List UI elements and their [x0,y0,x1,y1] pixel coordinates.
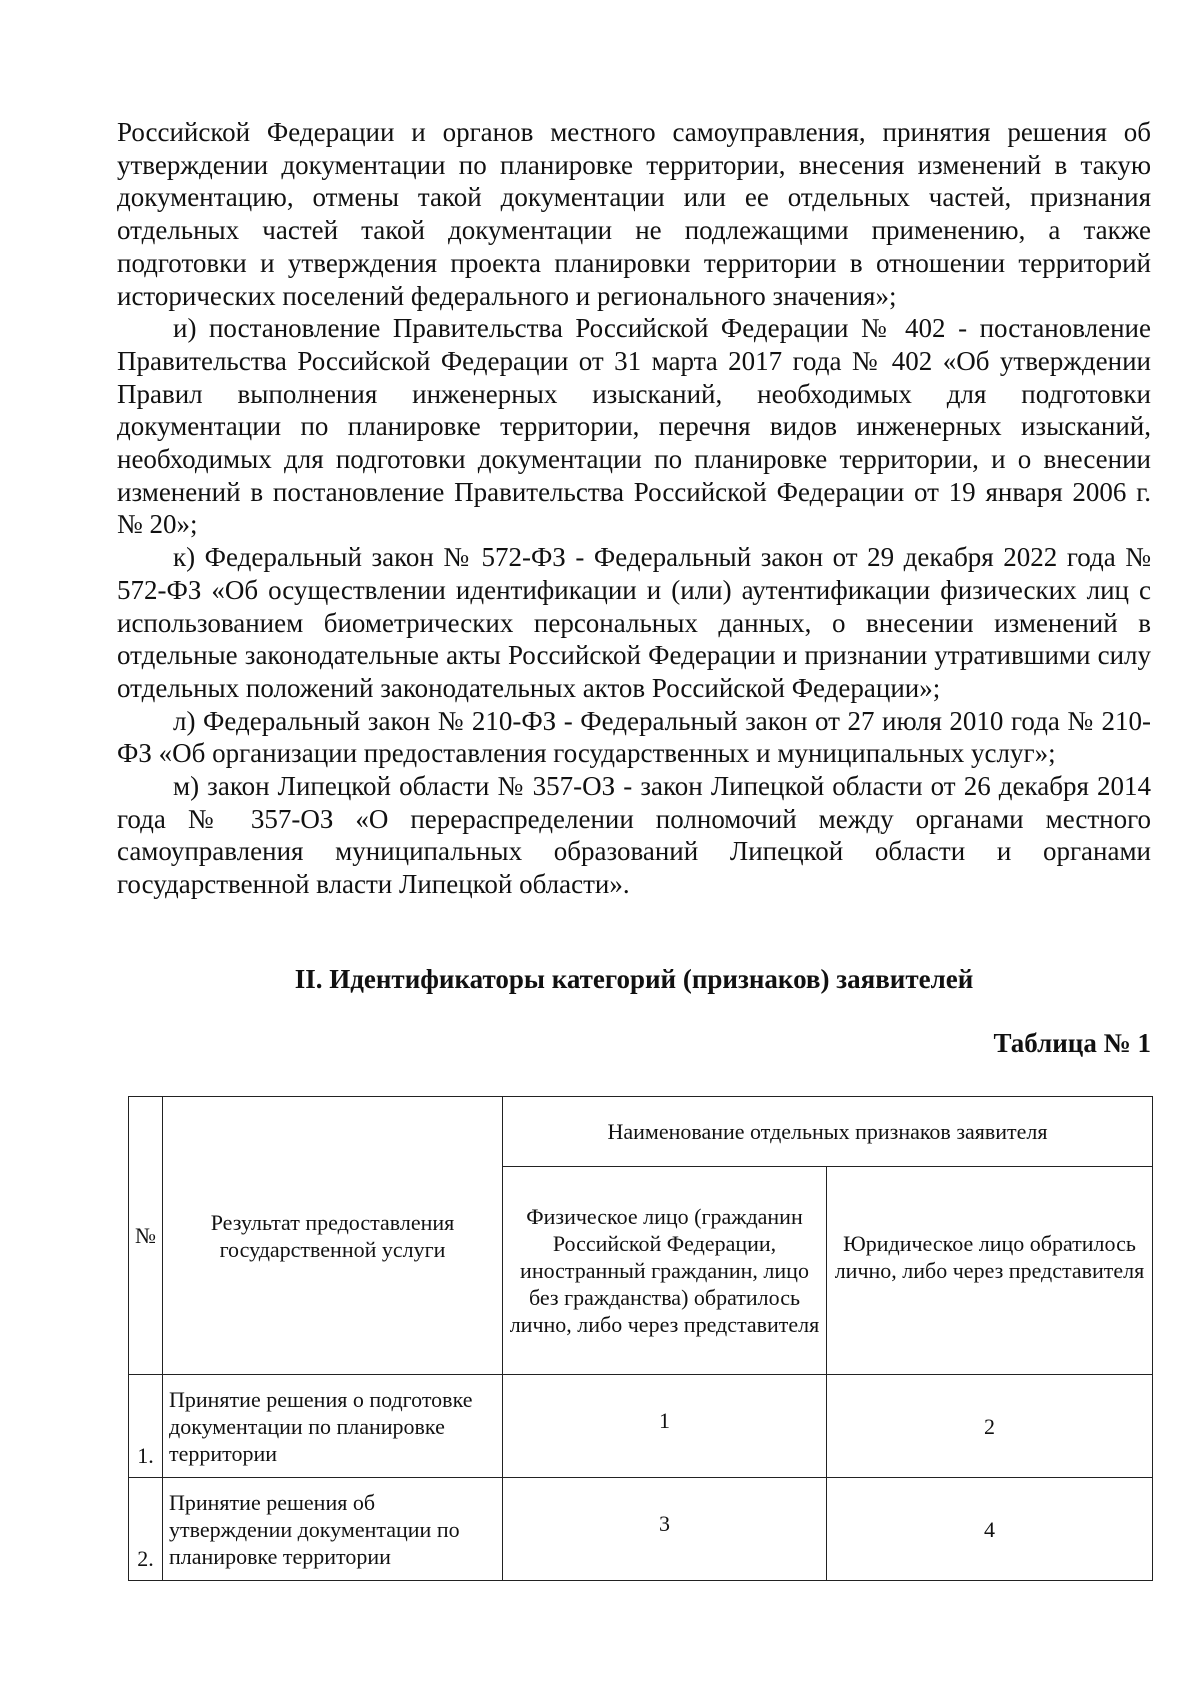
header-result-label: Результат предоставления государственной услуги [210,1209,455,1262]
row-result: Принятие решения о подготовке документации по планировке территории [163,1375,503,1478]
paragraph-item-k: к) Федеральный закон № 572-ФЗ - Федеральный закон от 29 декабря 2022 года № 572-ФЗ «Об осуществлении идентификации и (или) аутентификации физических лиц с использованием биометрических персональных данных, о внесении изменений в отдельные законодательные акты Российской Федерации и признании утратившими силу отдельных положений законодательных актов Российской Федерации»; [117,542,1151,703]
paragraph-item-l: л) Федеральный закон № 210-ФЗ - Федеральный закон от 27 июля 2010 года № 210-ФЗ «Об организации предоставления государственных и муниципальных услуг»; [117,705,1151,769]
paragraph-item-m: м) закон Липецкой области № 357-ОЗ - закон Липецкой области от 26 декабря 2014 года № 357-ОЗ «О перераспределении полномочий между органами местного самоуправления муниципальных образований Липецкой области и органами государственной власти Липецкой области». [117,771,1151,900]
header-number [129,1097,163,1375]
header-legal-label: Юридическое лицо обратилось лично, либо через представителя [834,1230,1145,1283]
body-text [117,116,1151,901]
row-individual-value: 3 [503,1478,827,1581]
applicants-table [128,1096,1153,1581]
header-individual-label: Физическое лицо (гражданин Российской Федерации, иностранный гражданин, лицо без гражданства) обратилось лично, либо через представителя [509,1204,820,1337]
header-group-label: Наименование отдельных признаков заявителя [607,1119,1048,1144]
paragraph-item-i: и) постановление Правительства Российской Федерации № 402 - постановление Правительства Российской Федерации от 31 марта 2017 года № 402 «Об утверждении Правил выполнения инженерных изысканий, необходимых для подготовки документации по планировке территории, перечня видов инженерных изысканий, необходимых для подготовки документации по планировке территории, и о внесении изменений в постановление Правительства Российской Федерации от 19 января 2006 г. № 20»; [117,313,1151,540]
row-result: Принятие решения об утверждении документации по планировке территории [163,1478,503,1581]
row-legal-value: 4 [827,1478,1153,1581]
paragraph-continuation: Российской Федерации и органов местного самоуправления, принятия решения об утверждении документации по планировке территории, внесения изменений в такую документацию, отмены такой документации или ее отдельных частей, признания отдельных частей такой документации не подлежащими применению, а также подготовки и утверждения проекта планировки территории в отношении территорий исторических поселений федерального и регионального значения»; [117,117,1151,311]
row-number: 2. [129,1478,163,1581]
header-individual [503,1167,827,1375]
header-number-label: № [135,1223,156,1248]
table-caption: Таблица № 1 [993,1028,1151,1058]
header-legal [827,1167,1153,1375]
header-group [503,1097,1153,1167]
table-row [129,1478,1153,1581]
table-header-row [129,1097,1153,1167]
row-number: 1. [129,1375,163,1478]
row-individual-value: 1 [503,1375,827,1478]
header-result [163,1097,503,1375]
section-title: II. Идентификаторы категорий (признаков) заявителей [294,964,974,994]
row-legal-value: 2 [827,1375,1153,1478]
table-row [129,1375,1153,1478]
